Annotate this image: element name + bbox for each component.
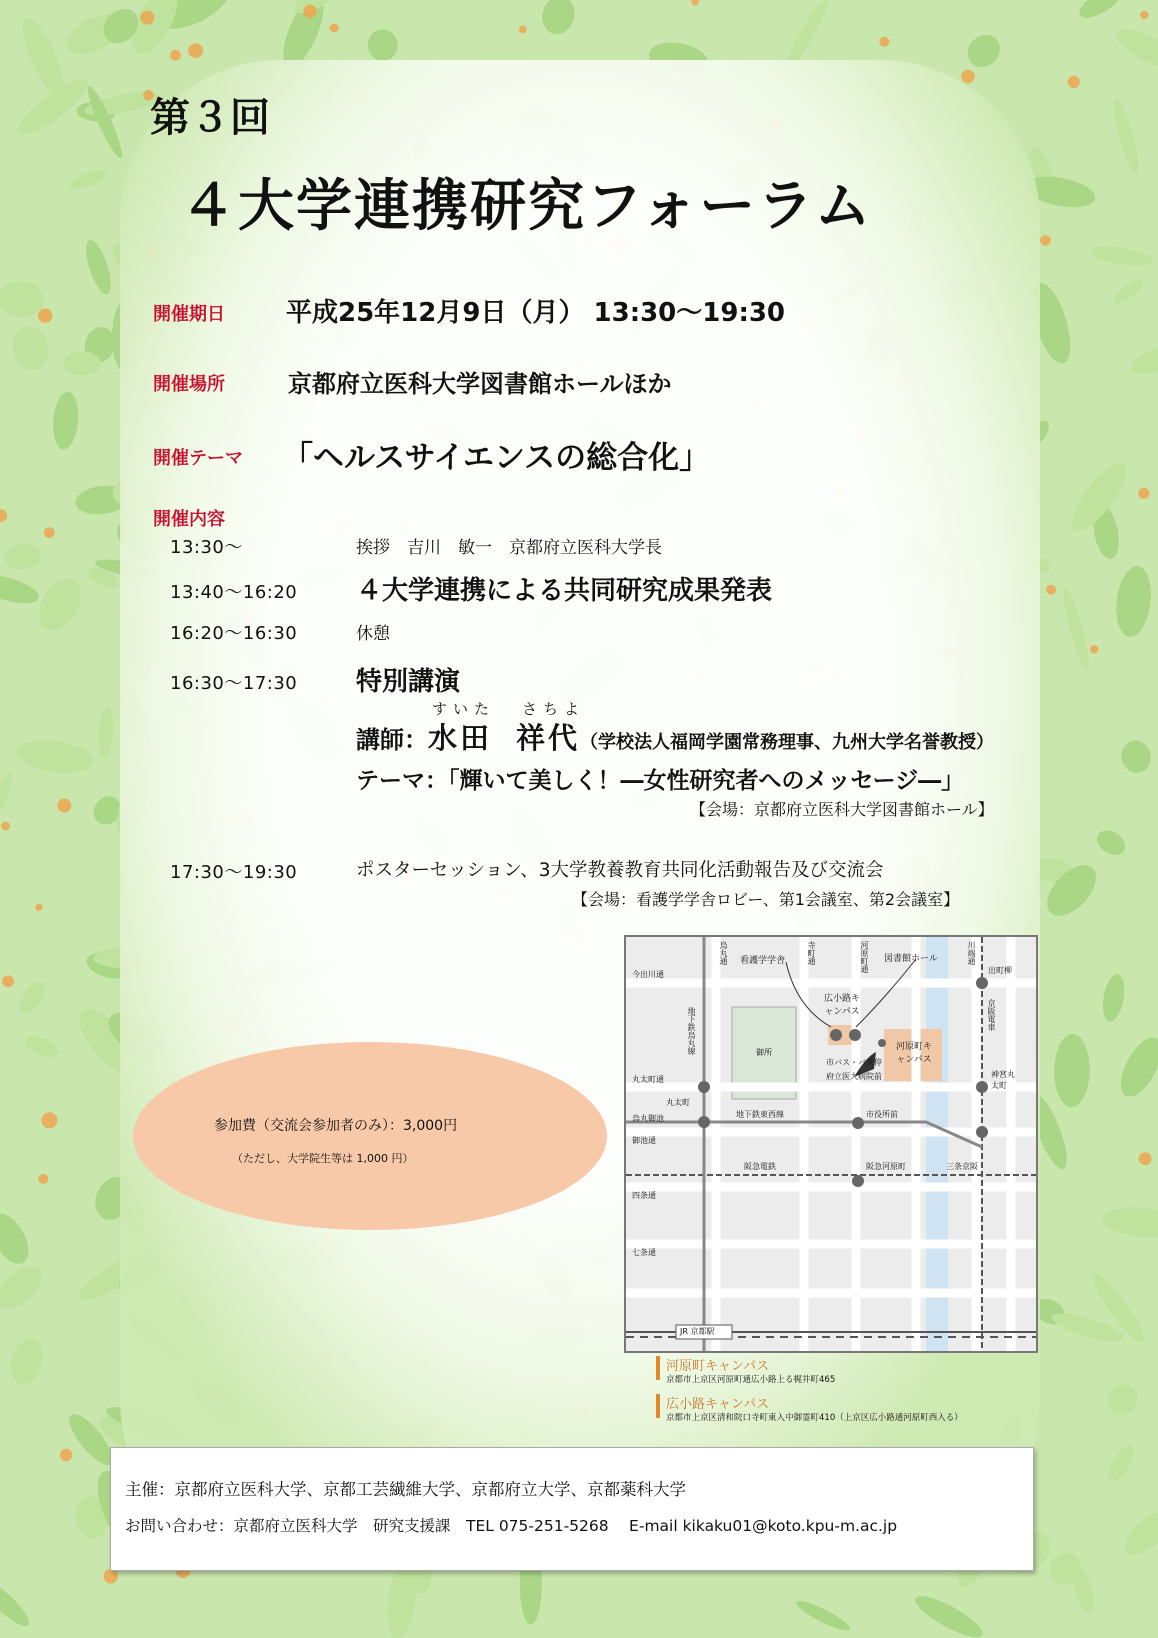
legend-campus-address: 京都市上京区河原町通広小路上る梶井町465 [666,1375,836,1385]
lecturer-family-name: 水田 [428,721,493,755]
label-marutamachi: 丸太町通 [632,1075,664,1084]
lecturer-affiliation: （学校法人福岡学園常務理事、九州大学名誉教授） [580,732,995,753]
schedule-time: 13:30～ [170,537,243,558]
label-sanjo: 三条京阪 [946,1162,978,1171]
label-shiyakusho: 市役所前 [866,1110,898,1119]
access-map [624,935,1038,1353]
label-teramachi: 寺町通 [807,941,816,965]
date-label: 開催期日 [153,304,225,325]
legend-campus-address: 京都市上京区清和院口寺町東入中御霊町410（上京区広小路通河原町西入る） [666,1413,963,1423]
fee-main: 参加費（交流会参加者のみ）：3,000円 [214,1118,458,1134]
label-karasuma-line: 地下鉄烏丸線 [687,1007,696,1055]
poster-venue: 【会場：看護学学舎ロビー、第1会議室、第2会議室】 [572,890,960,909]
date-value: 平成25年12月9日（月） 13:30～19:30 [286,298,786,328]
theme-label: 開催テーマ [153,448,243,469]
label-shichijo: 七条通 [632,1248,656,1257]
schedule-text: ポスターセッション、3大学教養教育共同化活動報告及び交流会 [356,860,884,881]
schedule-text: ４大学連携による共同研究成果発表 [356,576,773,606]
label-oike-dori: 御池通 [632,1136,656,1145]
edition-label: 第３回 [150,95,270,141]
theme-value: 「ヘルスサイエンスの総合化」 [282,440,711,476]
label-hirokoji-campus: 広小路キャンパス [823,994,860,1017]
content-label: 開催内容 [153,509,225,530]
label-oike-station: 烏丸御池 [632,1114,664,1123]
label-karasuma-dori: 烏丸通 [719,941,728,965]
contact-info: お問い合わせ：京都府立医科大学 研究支援課 TEL 075-251-5268 E-mail kikaku01@koto.kpu-m.ac.jp [125,1517,898,1535]
label-demachi: 出町柳 [988,966,1012,975]
label-tozai: 地下鉄東西線 [736,1110,784,1119]
legend-campus-name: 広小路キャンパス [666,1397,770,1412]
label-gosho: 御所 [756,1048,772,1057]
venue-value: 京都府立医科大学図書館ホールほか [288,370,672,398]
label-marutamachi-st: 丸太町 [666,1098,690,1107]
schedule-time: 13:40～16:20 [170,582,298,603]
legend-campus-name: 河原町キャンパス [666,1359,770,1374]
schedule-text: 休憩 [356,624,390,644]
page-title: ４大学連携研究フォーラム [180,174,873,239]
lecturer-line [356,716,994,757]
ruby-family: すいた [432,700,496,718]
label-hospital: 府立医大病院前 [826,1072,882,1081]
label-imadegawa: 今出川通 [632,970,664,979]
label-shijo: 四条通 [632,1191,656,1200]
venue-label: 開催場所 [153,374,225,395]
footer-box [110,1447,1034,1571]
fee-note: （ただし、大学院生等は 1,000 円） [232,1152,414,1165]
label-library-hall: 図書館ホール [884,954,938,964]
label-jingu: 神宮丸太町 [991,1070,1015,1090]
legend-marker [656,1394,660,1418]
legend-marker [656,1356,660,1380]
label-kyoto-station: JR 京都駅 [680,1327,715,1336]
label-nursing-school: 看護学学舎 [740,956,786,966]
schedule-time: 17:30～19:30 [170,862,298,883]
lecture-venue: 【会場：京都府立医科大学図書館ホール】 [690,800,994,819]
label-kawaramachi-campus: 河原町キャンパス [895,1042,932,1065]
fee-oval [133,1042,607,1230]
label-bus-stop: 市バス・バス停 [826,1058,882,1067]
lecturer-given-name: 祥代 [516,721,581,755]
label-kawabata: 川端通 [967,941,976,965]
schedule-text: 特別講演 [356,667,461,697]
label-kawaramachi-dori: 河原町通 [860,941,869,973]
label-keihan: 京阪電車 [987,999,996,1031]
ruby-given: さちよ [522,700,586,718]
lecture-theme: テーマ：「輝いて美しく！―女性研究者へのメッセージ―」 [356,768,965,794]
schedule-time: 16:30～17:30 [170,673,298,694]
label-hankyu-kawaramachi: 阪急河原町 [866,1162,906,1171]
schedule-text: 挨拶 吉川 敏一 京都府立医科大学長 [356,538,662,558]
label-hankyu: 阪急電鉄 [744,1162,776,1171]
organizers: 主催：京都府立医科大学、京都工芸繊維大学、京都府立大学、京都薬科大学 [125,1480,686,1499]
schedule-time: 16:20～16:30 [170,623,298,644]
lecturer-prefix: 講師： [356,726,428,754]
